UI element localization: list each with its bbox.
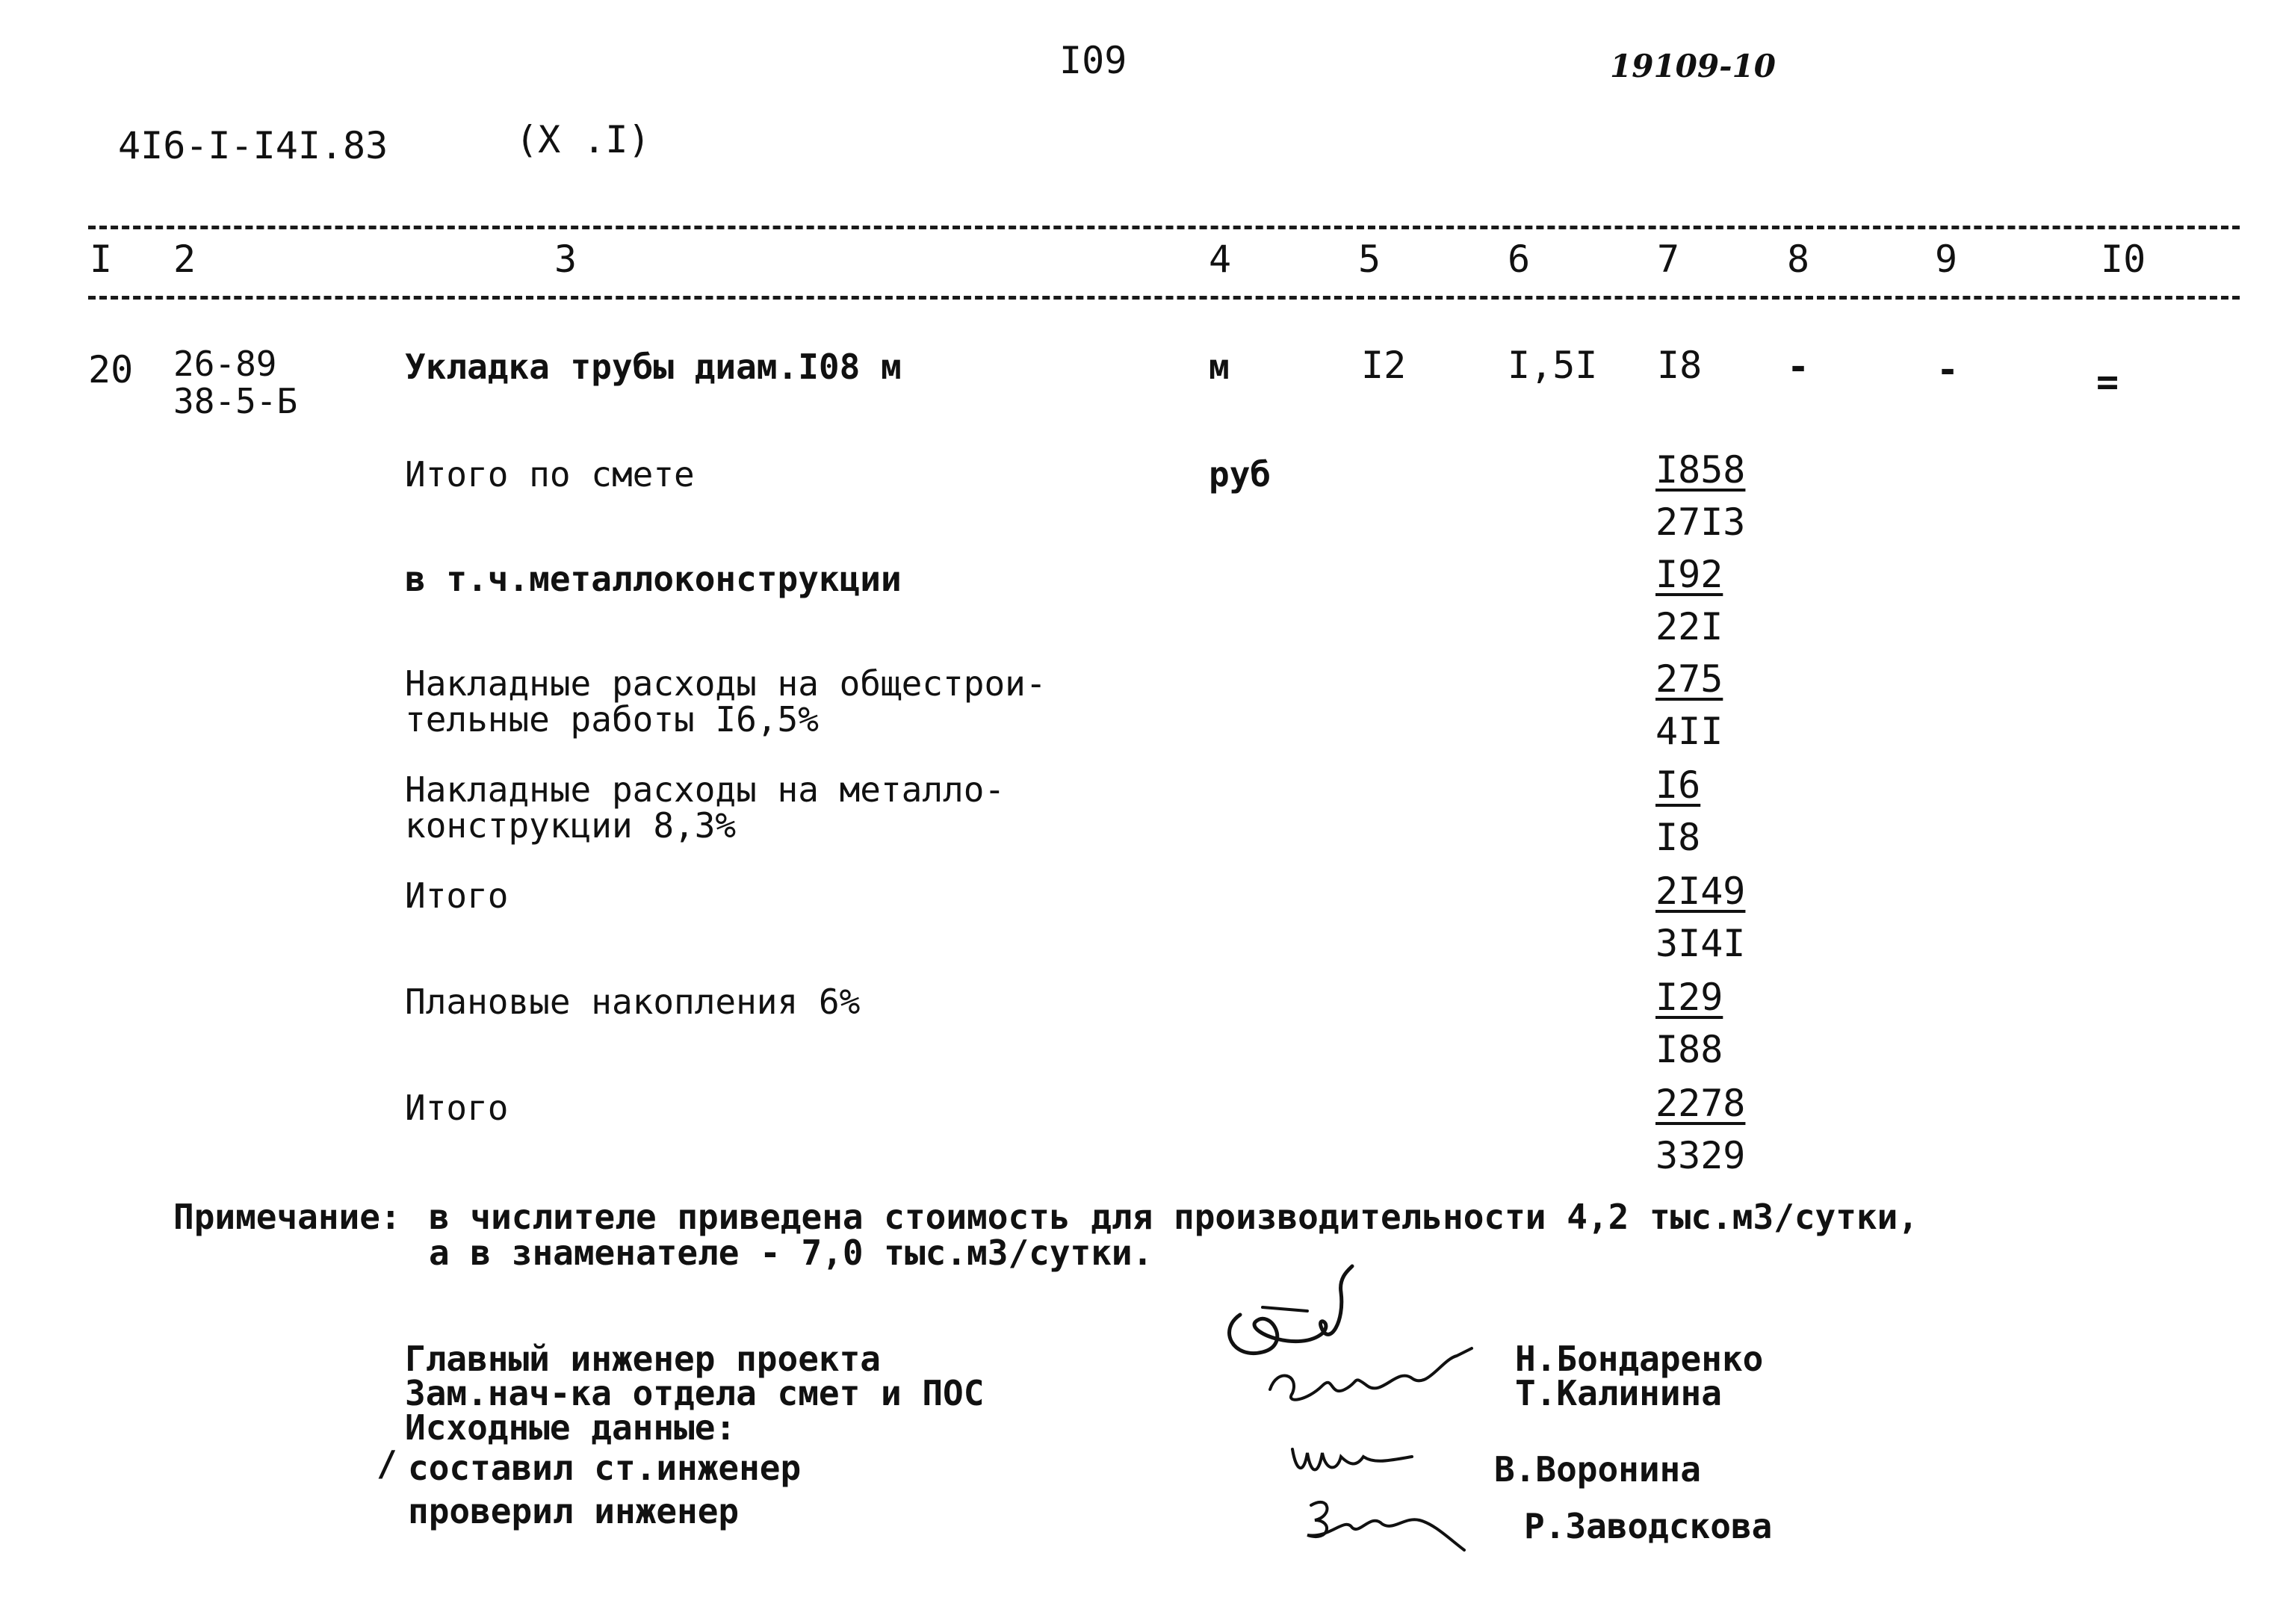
summary-denominator: I8 xyxy=(1655,816,1701,859)
summary-denominator: 27I3 xyxy=(1655,500,1746,544)
summary-numerator: I6 xyxy=(1655,763,1701,807)
note-line-2: а в знаменателе - 7,0 тыс.м3/сутки. xyxy=(429,1233,1153,1273)
signature-3-image xyxy=(1285,1434,1434,1494)
col-header-1: I xyxy=(90,238,113,281)
row-code-2: 38-5-Б xyxy=(173,381,298,421)
summary-label-cont: конструкции 8,3% xyxy=(405,805,737,846)
summary-numerator: 275 xyxy=(1655,657,1723,701)
summary-denominator: 22I xyxy=(1655,605,1723,648)
summary-label: Итого xyxy=(405,1088,509,1128)
summary-numerator: I29 xyxy=(1655,976,1723,1019)
row-unit: м xyxy=(1209,347,1230,387)
summary-label: в т.ч.металлоконструкции xyxy=(405,559,902,599)
row-col9: - xyxy=(1936,348,1960,391)
row-number: 20 xyxy=(88,348,134,391)
col-header-7: 7 xyxy=(1657,238,1680,281)
margin-mark: / xyxy=(377,1443,397,1484)
summary-label-cont: тельные работы I6,5% xyxy=(405,699,819,740)
col-header-4: 4 xyxy=(1209,238,1232,281)
row-price: I,5I xyxy=(1508,344,1598,387)
summary-denominator: 4II xyxy=(1655,710,1723,753)
col-header-10: I0 xyxy=(2101,238,2146,281)
summary-numerator: I92 xyxy=(1655,553,1723,596)
summary-label: Плановые накопления 6% xyxy=(405,982,861,1022)
summary-label: Накладные расходы на общестрои- xyxy=(405,663,1047,704)
archive-code: 19109-10 xyxy=(1610,48,1776,84)
summary-numerator: 2I49 xyxy=(1655,870,1746,913)
row-code-1: 26-89 xyxy=(173,344,277,384)
summary-unit: руб xyxy=(1209,454,1271,495)
doc-code: 4I6-I-I4I.83 xyxy=(118,124,388,167)
signer-role: Главный инженер проекта xyxy=(405,1339,881,1379)
row-work-name: Укладка трубы диам.I08 м xyxy=(405,347,902,387)
signer-name: В.Воронина xyxy=(1494,1449,1701,1490)
table-header-rule xyxy=(88,296,2240,300)
signer-role: Зам.нач-ка отдела смет и ПОС xyxy=(405,1373,985,1413)
note-label: Примечание: xyxy=(173,1197,401,1237)
col-header-3: 3 xyxy=(554,238,577,281)
col-header-5: 5 xyxy=(1358,238,1381,281)
signer-role: составил ст.инженер xyxy=(408,1448,802,1488)
summary-label: Итого по смете xyxy=(405,454,695,495)
summary-numerator: 2278 xyxy=(1655,1082,1746,1125)
signer-name: Т.Калинина xyxy=(1515,1373,1722,1413)
signer-name: Н.Бондаренко xyxy=(1515,1339,1764,1379)
signer-role: проверил инженер xyxy=(408,1491,740,1531)
summary-numerator: I858 xyxy=(1655,448,1746,492)
summary-denominator: 3I4I xyxy=(1655,922,1746,965)
row-col10: = xyxy=(2096,360,2119,403)
note-line-1: в числителе приведена стоимость для производительности 4,2 тыс.м3/сутки, xyxy=(429,1197,1918,1237)
summary-denominator: I88 xyxy=(1655,1028,1723,1071)
table-top-rule xyxy=(88,226,2240,229)
col-header-6: 6 xyxy=(1508,238,1531,281)
row-col8: - xyxy=(1787,345,1810,388)
summary-denominator: 3329 xyxy=(1655,1134,1746,1177)
signature-4-image xyxy=(1300,1487,1472,1554)
signer-role: Исходные данные: xyxy=(405,1407,737,1448)
row-total: I8 xyxy=(1657,344,1703,387)
col-header-9: 9 xyxy=(1935,238,1958,281)
row-qty: I2 xyxy=(1361,344,1407,387)
col-header-2: 2 xyxy=(173,238,196,281)
signature-2-image xyxy=(1263,1345,1479,1412)
col-header-8: 8 xyxy=(1787,238,1810,281)
sheet-ref: (X .I) xyxy=(515,118,651,161)
summary-label: Итого xyxy=(405,875,509,916)
page-number: I09 xyxy=(1059,39,1127,82)
signer-name: Р.Заводскова xyxy=(1524,1506,1773,1546)
summary-label: Накладные расходы на металло- xyxy=(405,769,1006,810)
